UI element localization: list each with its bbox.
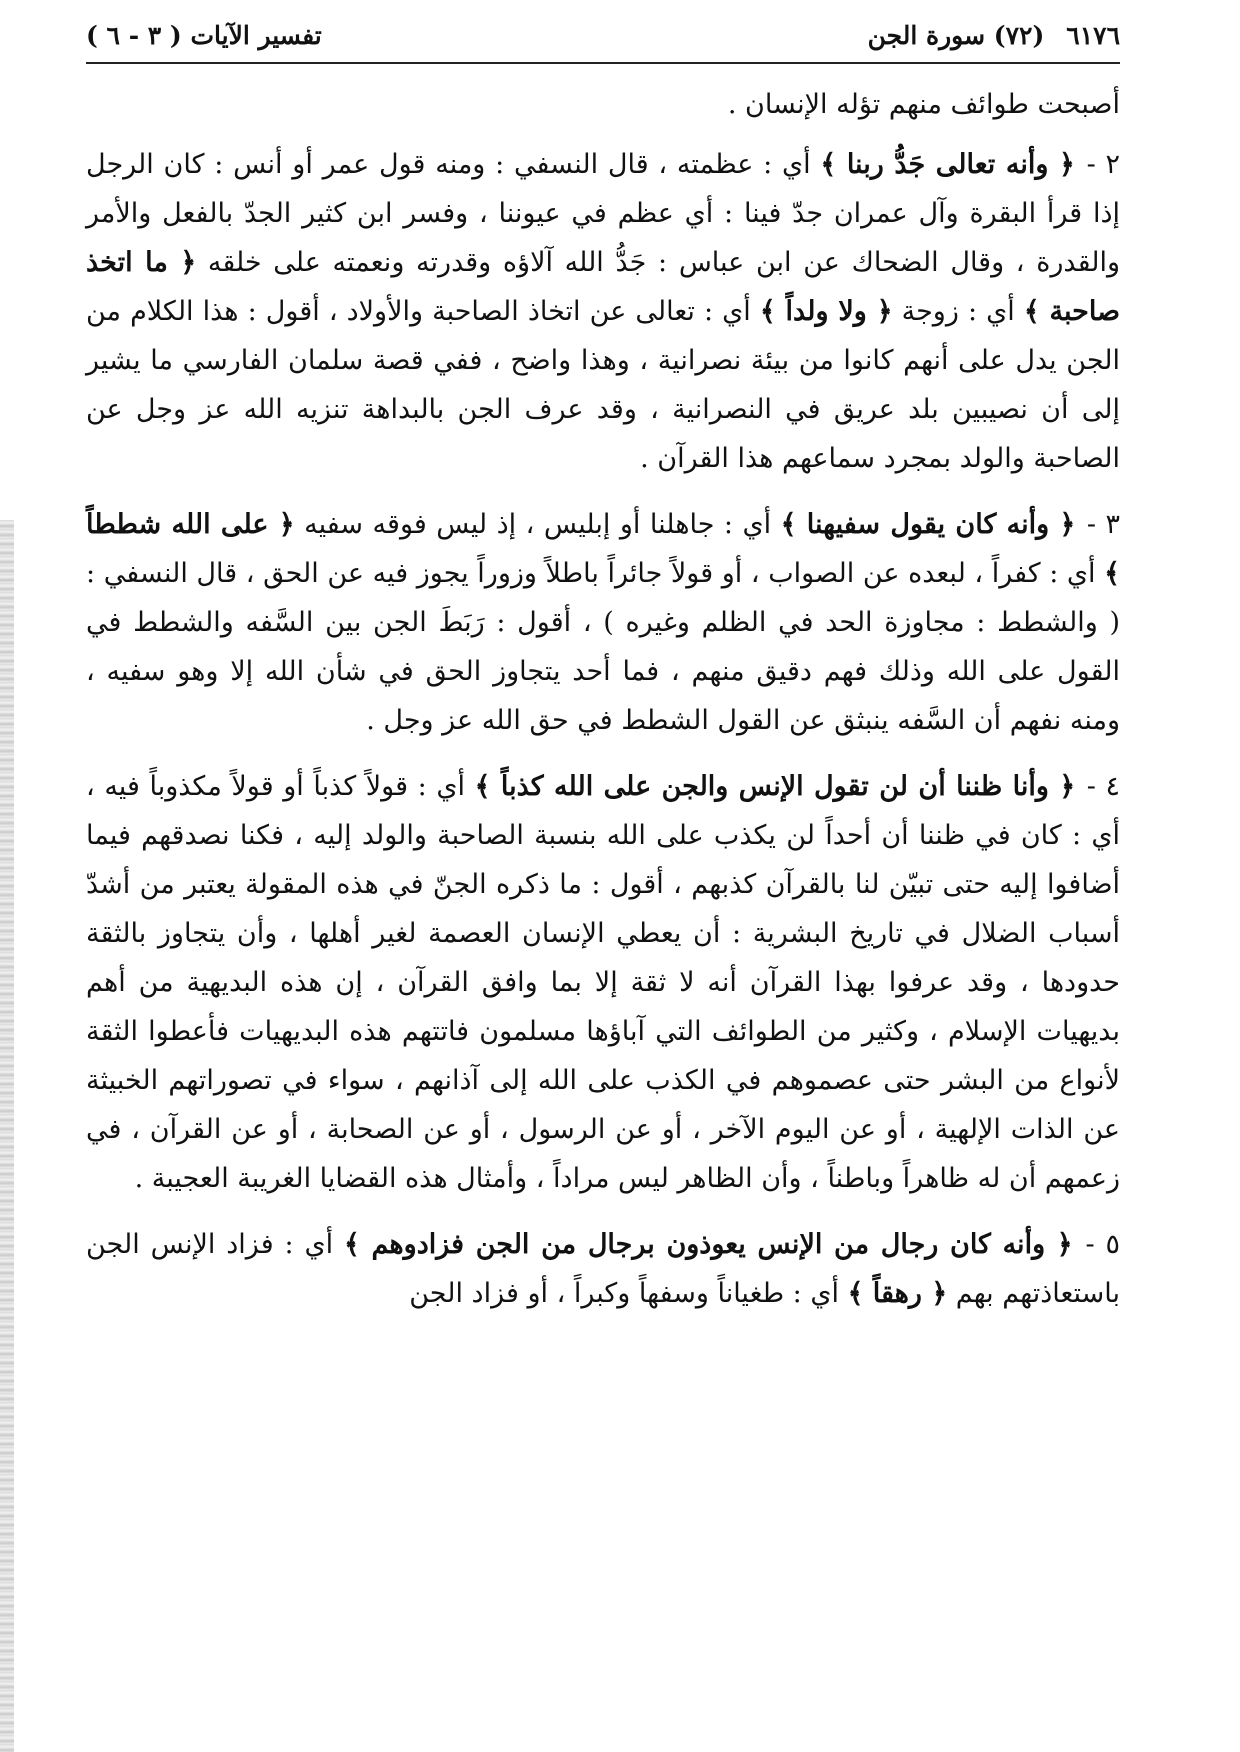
header-rule <box>86 62 1120 64</box>
text-run: أي : تعالى عن اتخاذ الصاحبة والأولاد ، أقول : هذا الكلام من الجن يدل على أنهم كانوا من بيئة نصرانية ، وهذا واضح ، ففي قصة سلمان الفارسي ما يشير إلى أن نصيبين بلد عريق في النصرانية ، وقد عرف الجن بالبداهة تنزيه الله عز وجل عن الصاحبة والولد بمجرد سماعهم هذا القرآن . <box>86 296 1120 474</box>
verse-number: ٤ - <box>1077 771 1120 802</box>
body-text <box>86 80 1120 1318</box>
paragraph-verse-4 <box>86 762 1120 1203</box>
text-run: أي : زوجة <box>892 296 1024 327</box>
quran-verse: ﴿ ما اتخذ صاحبة ﴾ <box>86 247 1121 327</box>
paragraph-verse-5 <box>86 1220 1120 1318</box>
text-run: أي : فزاد الإنس الجن باستعاذتهم بهم <box>86 1229 1120 1309</box>
quran-verse: ﴿ وأنه كان رجال من الإنس يعوذون برجال من الجن فزادوهم ﴾ <box>343 1229 1073 1260</box>
quran-verse: ﴿ وأنا ظننا أن لن تقول الإنس والجن على الله كذباً ﴾ <box>474 771 1076 802</box>
page-number: ٦١٧٦ <box>1066 20 1120 50</box>
quran-verse: ﴿ رهقاً ﴾ <box>847 1278 948 1309</box>
text-run: أي : جاهلنا أو إبليس ، إذ ليس فوقه سفيه <box>294 509 781 540</box>
paragraph-continuation <box>86 80 1120 129</box>
running-header <box>86 14 1120 56</box>
quran-verse: ﴿ ولا ولداً ﴾ <box>759 296 893 327</box>
paragraph-verse-3 <box>86 500 1120 745</box>
text-run: أي : عظمته ، قال النسفي : ومنه قول عمر أو أنس : كان الرجل إذا قرأ البقرة وآل عمران جدّ فينا : أي عظم في عيوننا ، وفسر ابن كثير الجدّ بالفعل والأمر والقدرة ، وقال الضحاك عن ابن عباس : جَدُّ الله آلاؤه وقدرته ونعمته على خلقه <box>86 149 1120 278</box>
book-page <box>86 14 1120 1734</box>
text-run: أي : كفراً ، لبعده عن الصواب ، أو قولاً جائراً باطلاً وزوراً يجوز فيه عن الحق ، قال النسفي : ( والشطط : مجاوزة الحد في الظلم وغيره ) ، أقول : رَبَطَ الجن بين السَّفه والشطط في القول على الله وذلك فهم دقيق منهم ، فما أحد يتجاوز الحق في شأن الله إلا وهو سفيه ، ومنه نفهم أن السَّفه ينبثق عن القول الشطط في حق الله عز وجل . <box>86 558 1120 736</box>
text-run: أي : طغياناً وسفهاً وكبراً ، أو فزاد الجن <box>409 1278 848 1309</box>
quran-verse: ﴿ وأنه تعالى جَدُّ ربنا ﴾ <box>820 149 1075 180</box>
scan-edge-shadow <box>0 520 14 1752</box>
paragraph-verse-2 <box>86 140 1120 483</box>
text-run: أي : قولاً كذباً أو قولاً مكذوباً فيه ، أي : كان في ظننا أن أحداً لن يكذب على الله بنسبة الصاحبة والولد إليه ، فكنا نصدقهم فيما أضافوا إليه حتى تبيّن لنا بالقرآن كذبهم ، أقول : ما ذكره الجنّ في هذه المقولة يعتبر من أشدّ أسباب الضلال في تاريخ البشرية : أن يعطي الإنسان العصمة لغير أهلها ، وأن يتجاوز بالثقة حدودها ، وقد عرفوا بهذا القرآن أنه لا ثقة إلا بما وافق القرآن ، إن هذه البديهية من أهم بديهيات الإسلام ، وكثير من الطوائف التي آباؤها مسلمون فاتتهم هذه البديهيات فأعطوا الثقة لأنواع من البشر حتى عصموهم في الكذب على الله إلى آذانهم ، سواء في تصوراتهم الخبيثة عن الذات الإلهية ، أو عن اليوم الآخر ، أو عن الرسول ، أو عن الصحابة ، أو عن القرآن ، في زعمهم أن له ظاهراً وباطناً ، وأن الظاهر ليس مراداً ، وأمثال هذه القضايا الغريبة العجيبة . <box>86 771 1120 1194</box>
verse-number: ٣ - <box>1077 509 1120 540</box>
text-run: أصبحت طوائف منهم تؤله الإنسان . <box>727 89 1120 120</box>
quran-verse: ﴿ وأنه كان يقول سفيهنا ﴾ <box>780 509 1076 540</box>
header-right-group <box>868 21 1120 50</box>
verse-number: ٢ - <box>1076 149 1121 180</box>
verse-number: ٥ - <box>1074 1229 1120 1260</box>
surah-title: (٧٢) سورة الجن <box>867 20 1045 50</box>
quran-verse: ﴿ على الله شططاً ﴾ <box>86 509 1120 589</box>
section-title: تفسير الآيات ( ٣ - ٦ ) <box>86 20 322 50</box>
